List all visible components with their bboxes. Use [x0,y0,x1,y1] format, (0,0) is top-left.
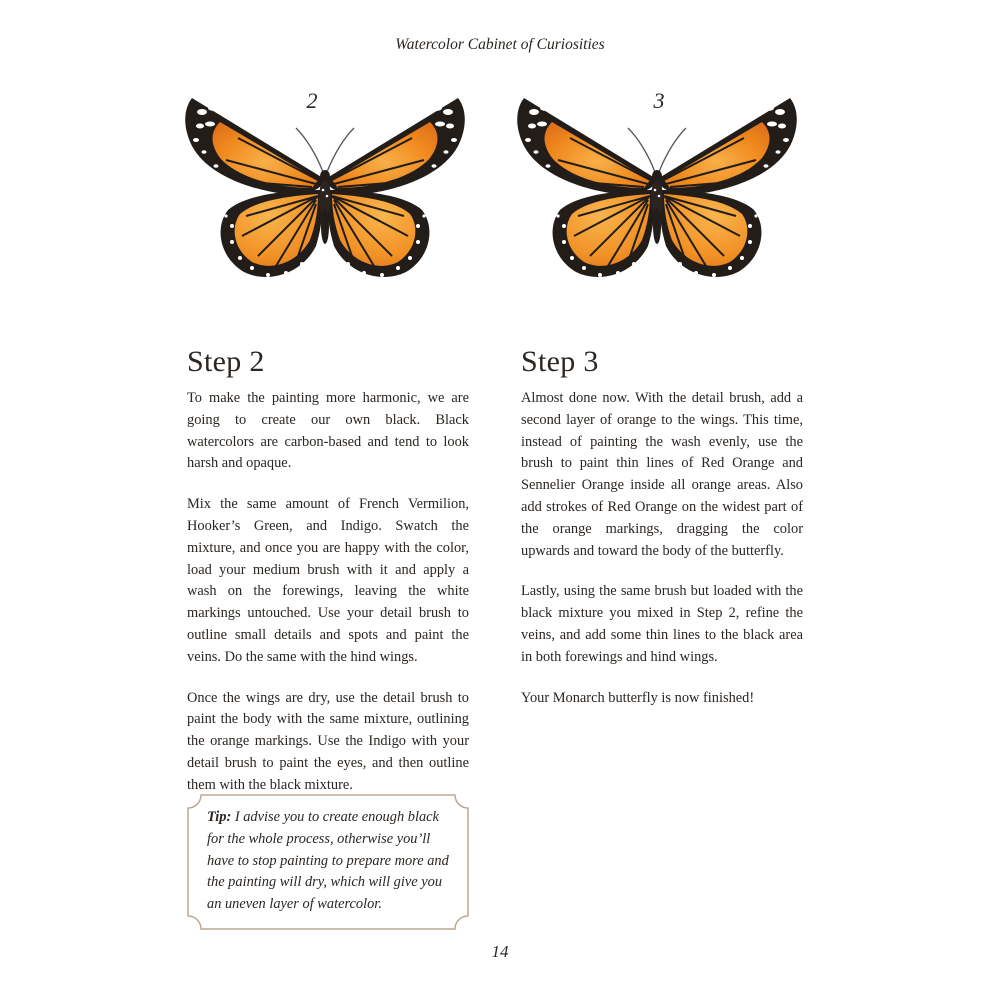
tip-text [207,807,451,916]
step-3-heading: Step 3 [521,345,599,378]
figure-number: 3 [653,88,665,113]
step-2-column [187,342,469,816]
tip-box [187,794,469,930]
butterfly-illustration-step-2 [180,86,470,286]
step-2-paragraph: To make the painting more harmonic, we are going to create our own black. Black watercolors are carbon-based and tend to look harsh and opaque. [187,390,469,472]
step-2-heading: Step 2 [187,345,265,378]
figure-number: 2 [306,88,318,113]
tip-body: I advise you to create enough black for the whole process, otherwise you’ll have to stop painting to prepare more and the painting will dry, which will give you an uneven layer of watercolor. [207,809,449,913]
step-3-paragraph: Lastly, using the same brush but loaded with the black mixture you mixed in Step 2, refine the veins, and add some thin lines to the black area in both forewings and hind wings. [521,583,803,665]
butterfly-illustration-step-3 [512,86,802,286]
tip-label: Tip: [207,809,232,825]
step-3-paragraph: Your Monarch butterfly is now finished! [521,689,755,706]
step-3-paragraph: Almost done now. With the detail brush, add a second layer of orange to the wings. This time, instead of painting the wash evenly, use the brush to paint thin lines of Red Orange and Sennelier Orange inside all orange areas. Also add strokes of Red Orange on the widest part of the orange markings, dragging the color upwards and toward the body of the butterfly. [521,390,803,559]
running-head: Watercolor Cabinet of Curiosities [395,36,605,53]
step-2-paragraph: Once the wings are dry, use the detail brush to paint the body with the same mixture, outlining the orange markings. Use the Indigo with your detail brush to paint the eyes, and then outline them with the black mixture. [187,689,469,793]
page-number: 14 [491,942,509,961]
step-2-paragraph: Mix the same amount of French Vermilion, Hooker’s Green, and Indigo. Swatch the mixture, and once you are happy with the color, load your medium brush with it and apply a wash on the forewings, leaving the white markings untouched. Use your detail brush to outline small details and spots and paint the veins. Do the same with the hind wings. [187,496,469,665]
monarch-butterfly-image [512,86,802,286]
step-3-column [521,342,803,728]
monarch-butterfly-image [180,86,470,286]
